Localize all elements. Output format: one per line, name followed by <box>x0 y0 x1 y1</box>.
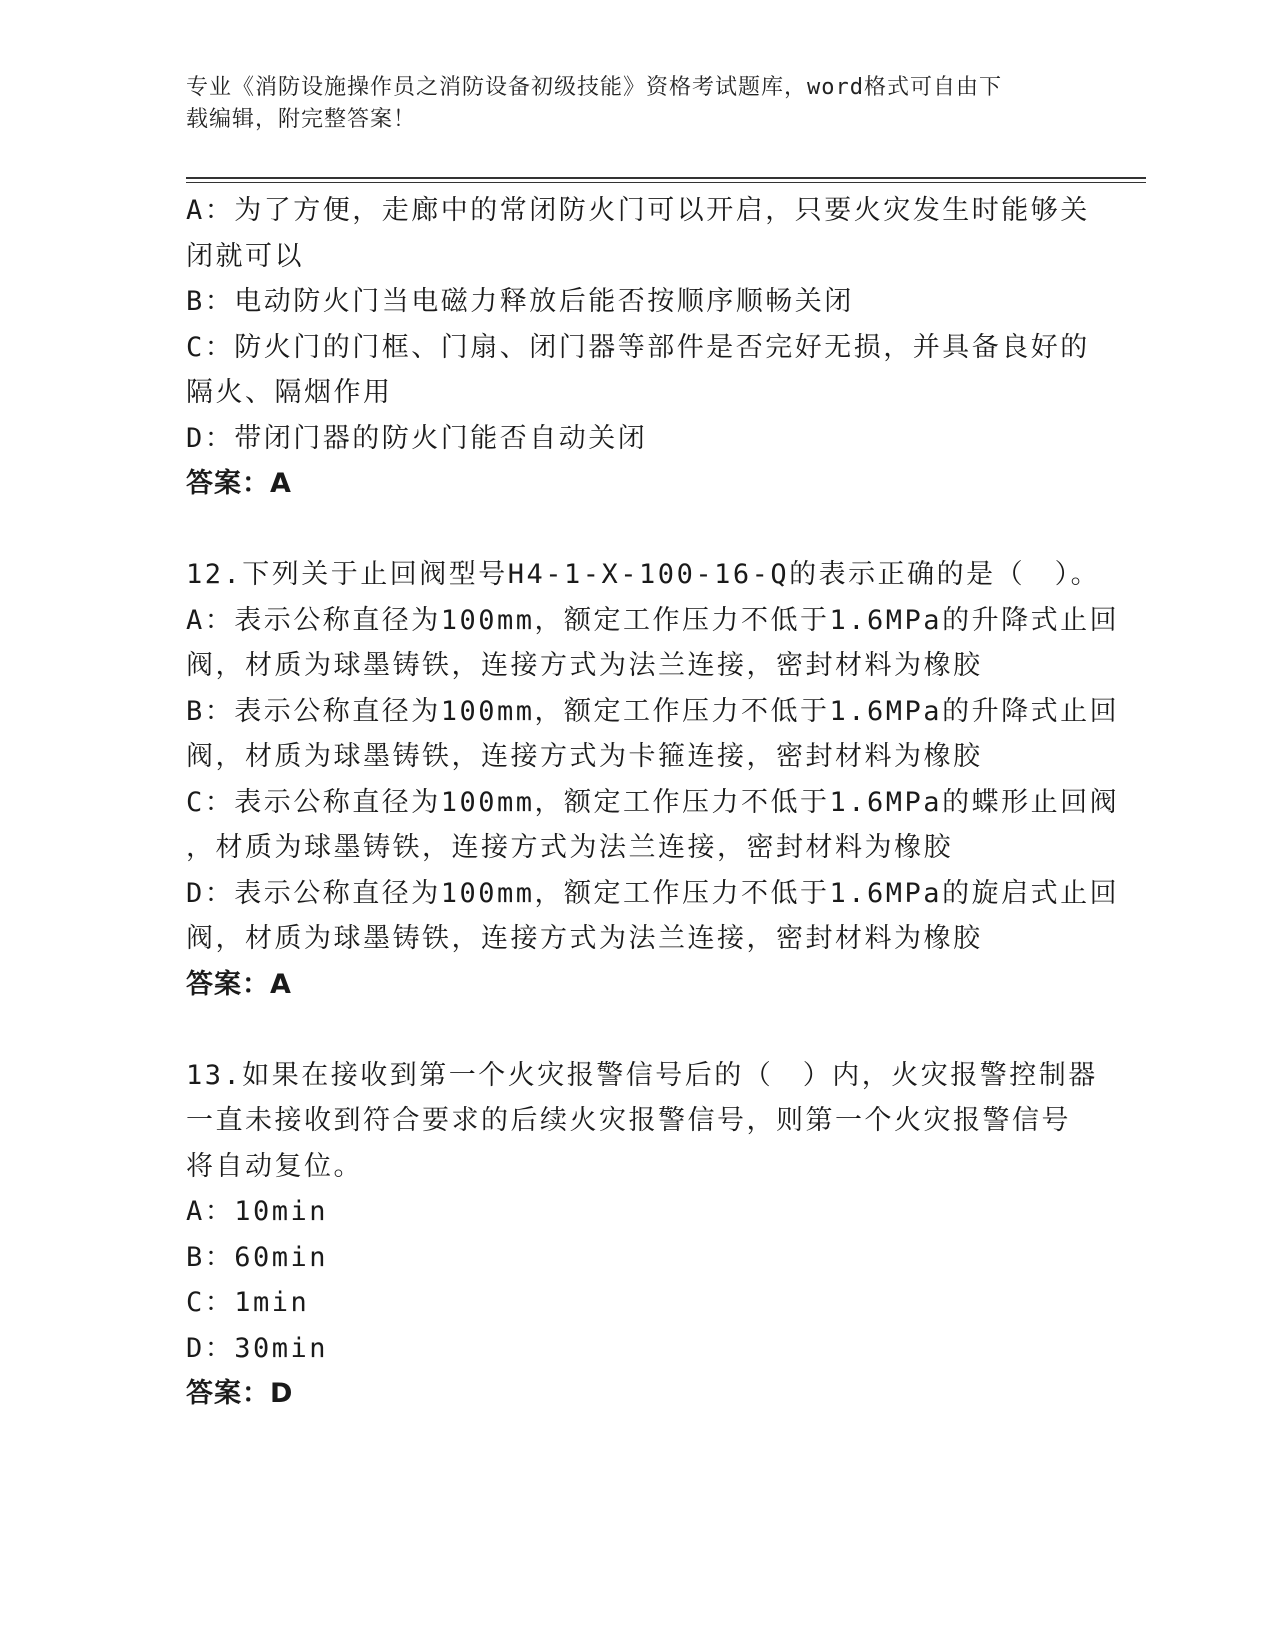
option-b: B：电动防火门当电磁力释放后能否按顺序顺畅关闭 <box>186 286 854 317</box>
option-c: C：1min <box>186 1287 310 1318</box>
option-d: D：30min <box>186 1332 329 1364</box>
header-line-2: 载编辑，附完整答案！ <box>186 107 417 132</box>
option-c-line-2: 隔火、隔烟作用 <box>186 377 393 408</box>
option-b: B：60min <box>186 1241 329 1273</box>
answer-label: 答案：A <box>186 468 292 499</box>
answer-label: 答案：D <box>186 1378 294 1409</box>
option-a: A：10min <box>186 1196 329 1227</box>
option-a-line-1: A：表示公称直径为100mm，额定工作压力不低于1.6MPa的升降式止回 <box>186 604 1120 636</box>
document-header <box>186 72 1066 136</box>
header-divider-thick <box>186 177 1146 179</box>
question-stem-line-3: 将自动复位。 <box>186 1150 363 1182</box>
option-c-line-2: ，材质为球墨铸铁，连接方式为法兰连接，密封材料为橡胶 <box>186 832 953 863</box>
answer-label: 答案：A <box>186 968 292 1000</box>
option-d-line-2: 阀，材质为球墨铸铁，连接方式为法兰连接，密封材料为橡胶 <box>186 923 983 954</box>
option-c-line-1: C：表示公称直径为100mm，额定工作压力不低于1.6MPa的蝶形止回阀 <box>186 786 1120 818</box>
option-a-line-2: 闭就可以 <box>186 240 304 272</box>
option-a-line-2: 阀，材质为球墨铸铁，连接方式为法兰连接，密封材料为橡胶 <box>186 650 983 681</box>
question-13 <box>186 1053 1098 1417</box>
option-c-line-1: C：防火门的门框、门扇、闭门器等部件是否完好无损，并具备良好的 <box>186 331 1090 363</box>
header-divider-thin <box>186 182 1146 183</box>
option-a-line-1: A：为了方便，走廊中的常闭防火门可以开启，只要火灾发生时能够关 <box>186 195 1090 226</box>
option-b-line-2: 阀，材质为球墨铸铁，连接方式为卡箍连接，密封材料为橡胶 <box>186 741 983 772</box>
option-d-line-1: D：表示公称直径为100mm，额定工作压力不低于1.6MPa的旋启式止回 <box>186 877 1120 909</box>
spacer <box>186 1007 1086 1053</box>
header-line-1: 专业《消防设施操作员之消防设备初级技能》资格考试题库，word格式可自由下 <box>186 75 1002 100</box>
question-content <box>186 188 1120 1417</box>
question-11-options <box>186 188 1090 507</box>
question-stem-line-2: 一直未接收到符合要求的后续火灾报警信号，则第一个火灾报警信号 <box>186 1105 1071 1136</box>
spacer <box>186 507 1086 553</box>
question-12 <box>186 552 1120 1007</box>
question-stem-line-1: 13.如果在接收到第一个火灾报警信号后的（ ）内，火灾报警控制器 <box>186 1059 1098 1091</box>
option-d: D：带闭门器的防火门能否自动关闭 <box>186 422 648 454</box>
question-stem: 12.下列关于止回阀型号H4-1-X-100-16-Q的表示正确的是（ ）。 <box>186 559 1101 590</box>
option-b-line-1: B：表示公称直径为100mm，额定工作压力不低于1.6MPa的升降式止回 <box>186 695 1120 727</box>
